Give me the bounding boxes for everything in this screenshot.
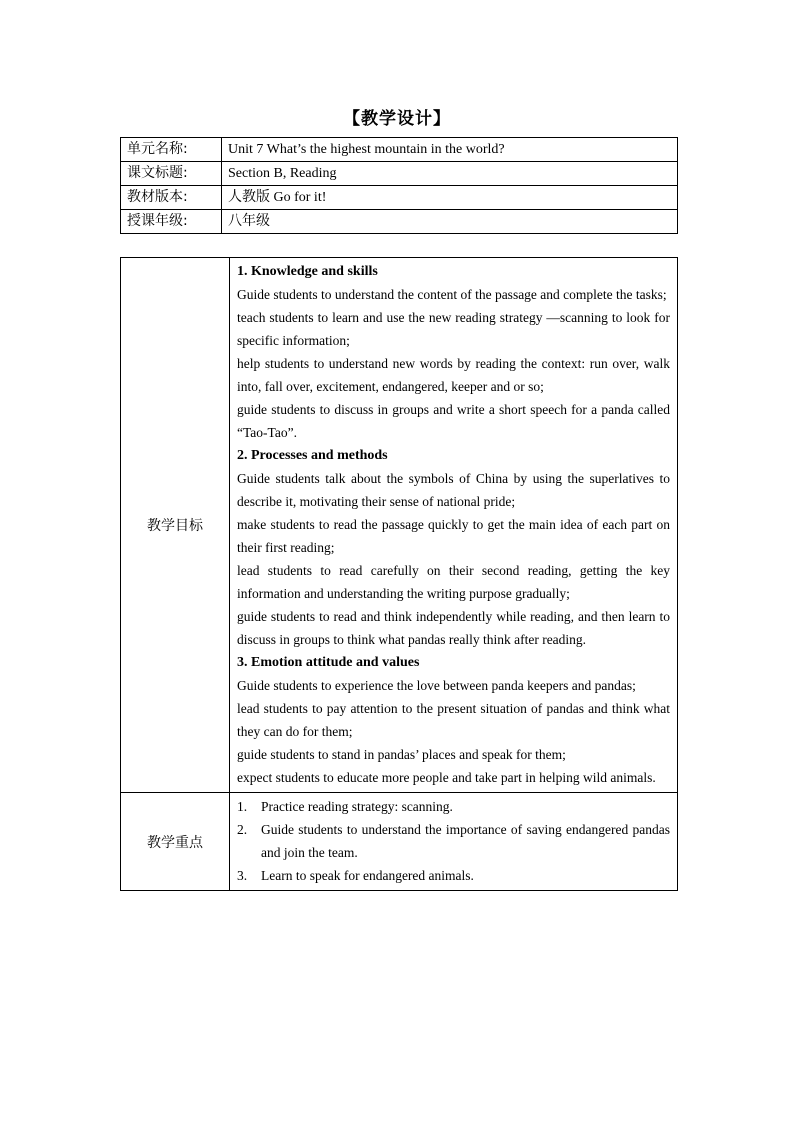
paragraph: guide students to stand in pandas’ places and speak for them; xyxy=(237,747,566,762)
key-points-label: 教学重点 xyxy=(121,793,230,891)
paragraph: help students to understand new words by reading the context: run over, walk into, fall over, excitement, endangered, keeper and or so; xyxy=(237,356,670,394)
objectives-label: 教学目标 xyxy=(121,258,230,793)
paragraph: guide students to discuss in groups and write a short speech for a panda called “Tao-Tao”. xyxy=(237,402,670,440)
paragraph: Guide students to understand the content of the passage and complete the tasks; xyxy=(237,287,667,302)
list-text: Practice reading strategy: scanning. xyxy=(261,799,453,814)
section-heading: 3. Emotion attitude and values xyxy=(237,655,420,670)
list-number: 2. xyxy=(237,822,248,837)
section-heading: 2. Processes and methods xyxy=(237,448,388,463)
textbook-edition-label: 教材版本: xyxy=(121,186,222,210)
paragraph: guide students to read and think independently while reading, and then learn to discuss in groups to think what pandas really think after reading. xyxy=(237,609,670,647)
grade-value xyxy=(222,210,678,234)
page-title: 【教学设计】 xyxy=(343,109,451,129)
lesson-title-label: 课文标题: xyxy=(121,162,222,186)
grade-label: 授课年级: xyxy=(121,210,222,234)
list-number: 1. xyxy=(237,799,248,814)
lesson-title-value: Section B, Reading xyxy=(222,162,678,186)
paragraph: lead students to read carefully on their second reading, getting the key information and understanding the writing purpose gradually; xyxy=(237,563,670,601)
paragraph: lead students to pay attention to the present situation of pandas and think what they can do for them; xyxy=(237,701,670,739)
list-item xyxy=(237,864,670,887)
paragraph: Guide students talk about the symbols of China by using the superlatives to describe it, motivating their sense of national pride; xyxy=(237,471,670,509)
paragraph: make students to read the passage quickly to get the main idea of each part on their first reading; xyxy=(237,517,670,555)
textbook-edition-cn: 人教版 xyxy=(228,189,270,205)
info-row-grade xyxy=(121,210,678,234)
objectives-row xyxy=(121,258,678,793)
list-text: Guide students to understand the importance of saving endangered pandas and join the team. xyxy=(261,822,670,860)
key-points-row xyxy=(121,793,678,891)
paragraph: expect students to educate more people and take part in helping wild animals. xyxy=(237,770,656,785)
section-heading: 1. Knowledge and skills xyxy=(237,264,378,279)
info-row-lesson xyxy=(121,162,678,186)
course-info-table xyxy=(120,137,678,234)
textbook-edition-value xyxy=(222,186,678,210)
paragraph: teach students to learn and use the new reading strategy —scanning to look for specific information; xyxy=(237,310,670,348)
key-points-list xyxy=(237,795,670,887)
textbook-edition-en: Go for it! xyxy=(270,190,327,205)
list-item xyxy=(237,818,670,864)
list-text: Learn to speak for endangered animals. xyxy=(261,868,474,883)
list-item xyxy=(237,795,670,818)
unit-name-value: Unit 7 What’s the highest mountain in the world? xyxy=(222,138,678,162)
info-row-unit xyxy=(121,138,678,162)
objectives-content xyxy=(230,258,678,793)
paragraph: Guide students to experience the love between panda keepers and pandas; xyxy=(237,678,636,693)
list-number: 3. xyxy=(237,868,248,883)
teaching-plan-table xyxy=(120,257,678,891)
key-points-content xyxy=(230,793,678,891)
unit-name-label: 单元名称: xyxy=(121,138,222,162)
grade-value-cn: 八年级 xyxy=(228,213,270,229)
info-row-edition xyxy=(121,186,678,210)
